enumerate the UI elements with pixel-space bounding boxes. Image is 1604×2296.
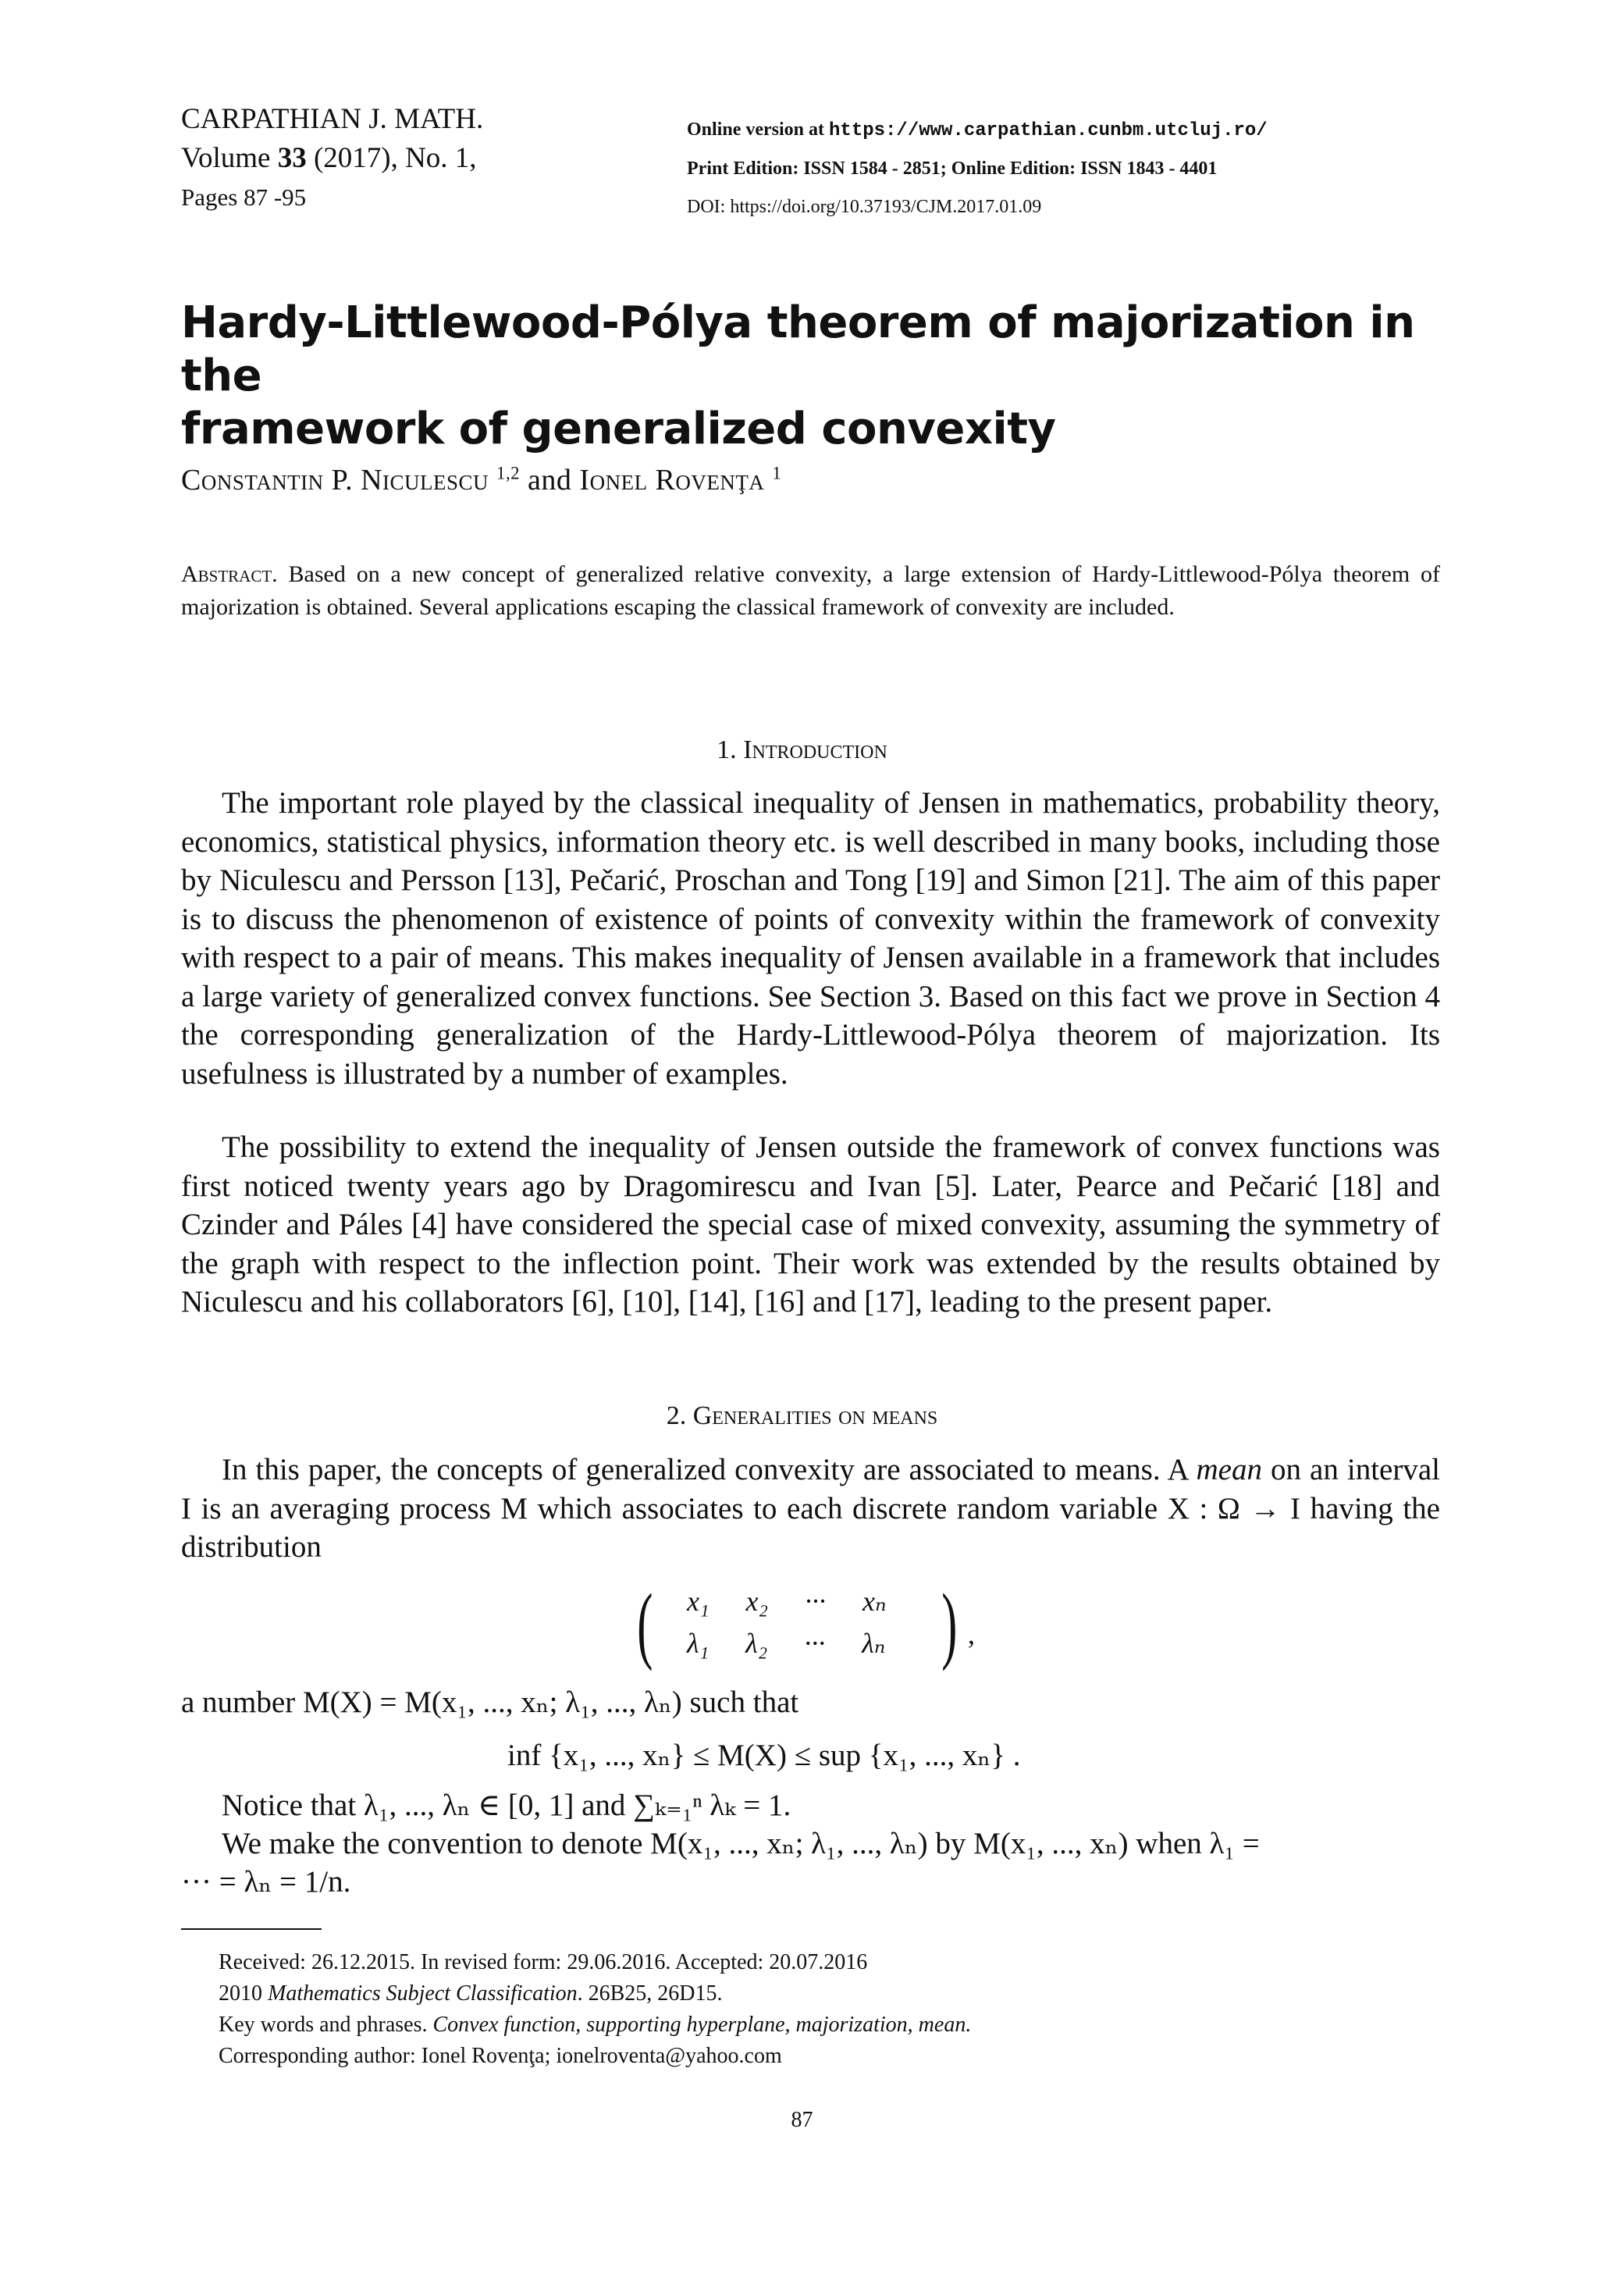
matrix-row-weights: λ₁ λ₂ ··· λₙ: [687, 1628, 886, 1659]
online-url-link[interactable]: https://www.carpathian.cunbm.utcluj.ro/: [829, 120, 1268, 141]
term-mean: mean: [1196, 1453, 1262, 1486]
doi-link[interactable]: DOI: https://doi.org/10.37193/CJM.2017.01.09: [687, 197, 1042, 217]
abstract-text: Based on a new concept of generalized relative convexity, a large extension of Hardy-Littlewood-Pólya theorem of majorization is obtained. Several applications escaping the classical framework of convexity are included.: [181, 561, 1440, 620]
abstract: [181, 558, 1440, 624]
intro-paragraph-2: The possibility to extend the inequality of Jensen outside the framework of convex functions was first noticed twenty years ago by Dragomirescu and Ivan [5]. Later, Pearce and Pečarić [18] and Czinder and Páles [4] have considered the special case of mixed convexity, assuming the symmetry of the graph with respect to the inflection point. Their work was extended by the results obtained by Niculescu and his collaborators [6], [10], [14], [16] and [17], leading to the present paper.: [181, 1130, 1440, 1319]
footnote-keywords: Key words and phrases. Convex function, supporting hyperplane, majorization, mean.: [219, 2013, 972, 2037]
matrix-row-values: x₁ x₂ ··· xₙ: [687, 1586, 887, 1617]
weights-notice: Notice that λ₁, ..., λₙ ∈ [0, 1] and ∑ₖ₌₁ⁿ λₖ = 1.: [222, 1789, 791, 1822]
left-paren: (: [637, 1576, 653, 1671]
section-heading-generalities: 2. Generalities on means: [666, 1401, 938, 1430]
paper-title: Hardy-Littlewood-Pólya theorem of majorization in the framework of generalized convexity: [181, 297, 1415, 454]
means-paragraph: In this paper, the concepts of generalized convexity are associated to means. A mean on an interval I is an averaging process M which associates to each discrete random variable X : Ω → I having the distribution: [181, 1453, 1440, 1564]
right-paren: ): [941, 1576, 958, 1671]
footnote-received: Received: 26.12.2015. In revised form: 29.06.2016. Accepted: 20.07.2016: [219, 1950, 868, 1974]
author-1-affiliation: 1,2: [496, 463, 521, 483]
author-2: Ionel Rovenţa: [579, 464, 765, 497]
journal-name: CARPATHIAN J. MATH.: [181, 103, 484, 135]
convention-line-2: ··· = λₙ = 1/n.: [181, 1865, 351, 1899]
journal-pages: Pages 87 -95: [181, 183, 307, 211]
issn-line: Print Edition: ISSN 1584 - 2851; Online Edition: ISSN 1843 - 4401: [687, 158, 1218, 179]
abstract-label: Abstract.: [181, 561, 278, 587]
mean-definition-line: a number M(X) = M(x₁, ..., xₙ; λ₁, ..., λₙ) such that: [181, 1686, 799, 1719]
matrix-comma: ,: [968, 1618, 975, 1650]
author-1: Constantin P. Niculescu: [181, 464, 489, 497]
footnote-corresponding: Corresponding author: Ionel Rovenţa; ionelroventa@yahoo.com: [219, 2044, 782, 2068]
journal-volume: Volume 33 (2017), No. 1,: [181, 142, 477, 174]
distribution-matrix: [637, 1576, 983, 1672]
journal-header: [181, 100, 483, 217]
page-number: 87: [791, 2108, 813, 2132]
section-heading-introduction: 1. Introduction: [717, 735, 887, 764]
footnote-rule: [181, 1928, 322, 1930]
convention-line-1: We make the convention to denote M(x₁, ..., xₙ; λ₁, ..., λₙ) by M(x₁, ..., xₙ) when λ₁ =: [222, 1827, 1260, 1860]
intro-paragraph-1: The important role played by the classical inequality of Jensen in mathematics, probability theory, economics, statistical physics, information theory etc. is well described in many books, including those by Niculescu and Persson [13], Pečarić, Proschan and Tong [19] and Simon [21]. The aim of this paper is to discuss the phenomenon of existence of points of convexity within the framework of convexity with respect to a pair of means. This makes inequality of Jensen available in a framework that includes a large variety of generalized convex functions. See Section 3. Based on this fact we prove in Section 4 the corresponding generalization of the Hardy-Littlewood-Pólya theorem of majorization. Its usefulness is illustrated by a number of examples.: [181, 786, 1440, 1091]
display-inequality: inf {x₁, ..., xₙ} ≤ M(X) ≤ sup {x₁, ..., xₙ} .: [507, 1739, 1021, 1772]
author-list: Constantin P. Niculescu $^{1,2}$ and Ionel Rovenţa $^1$: [181, 463, 782, 497]
publication-info: [687, 111, 1268, 226]
online-version: Online version at https://www.carpathian.cunbm.utcluj.ro/: [687, 119, 1268, 141]
footnote-msc: 2010 Mathematics Subject Classification. 26B25, 26D15.: [219, 1981, 723, 2006]
author-2-affiliation: 1: [772, 463, 782, 483]
